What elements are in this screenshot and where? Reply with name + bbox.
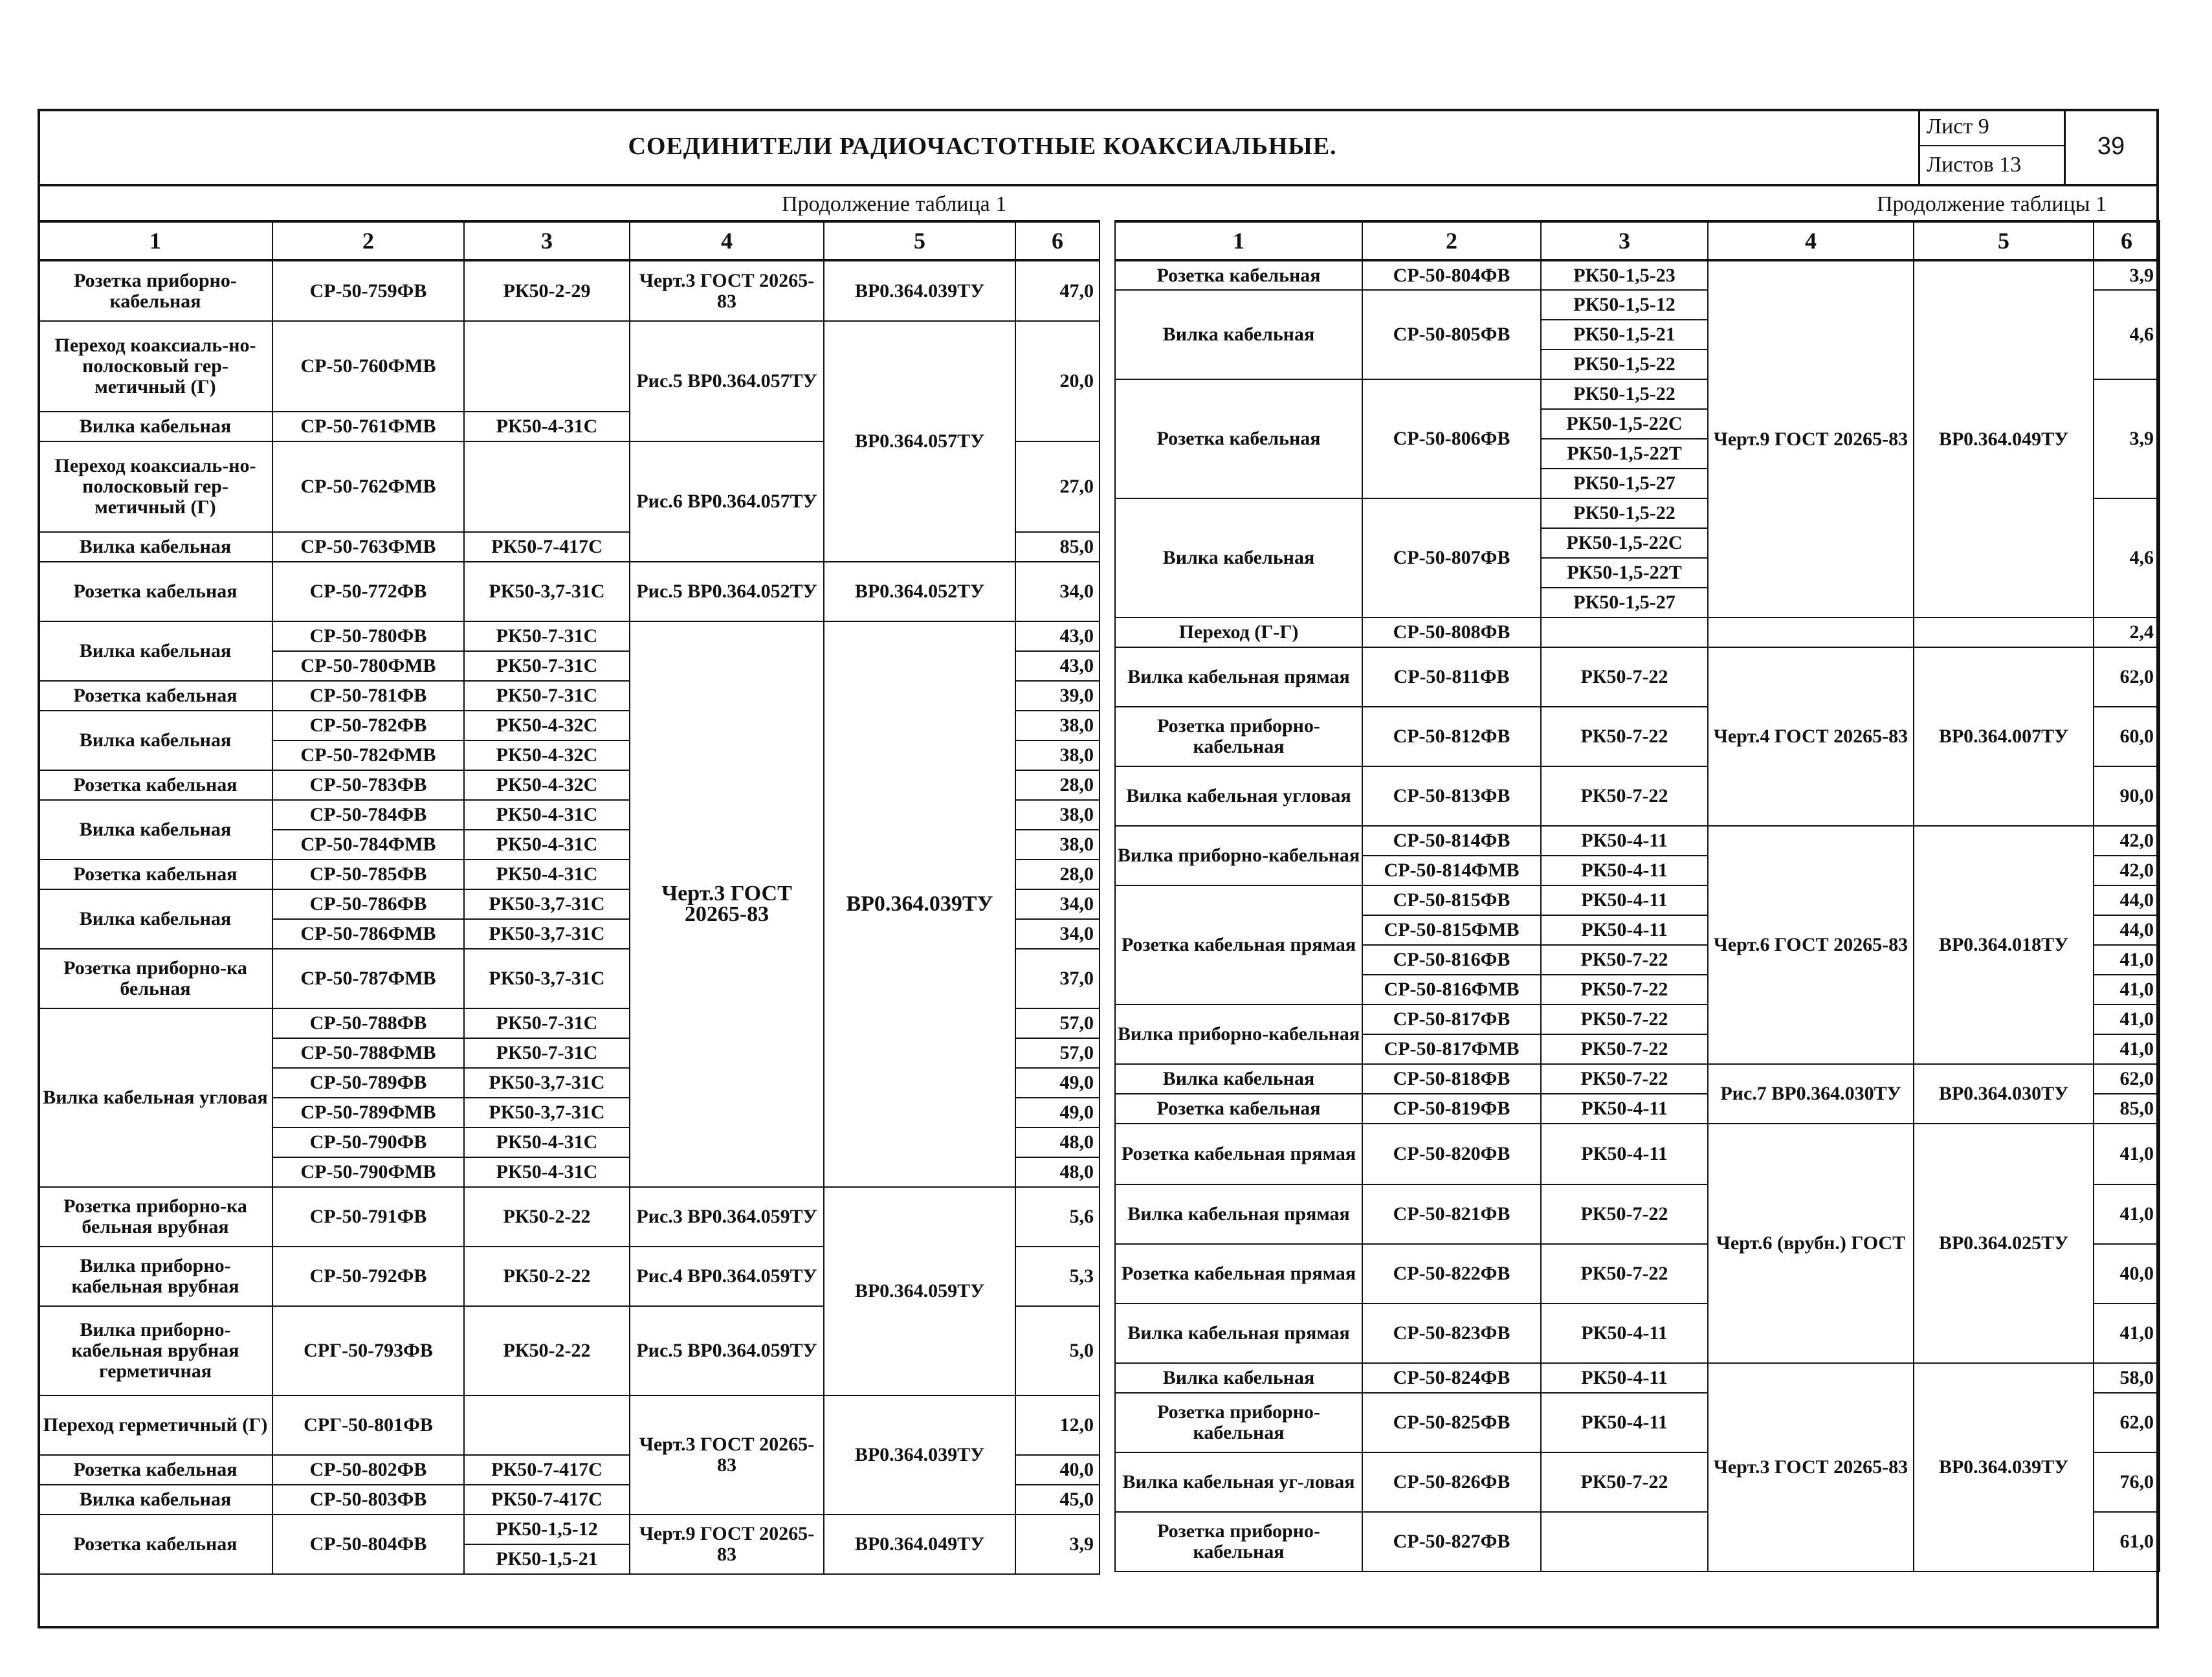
- mass-value: 76,0: [2094, 1452, 2160, 1512]
- mass-value: 38,0: [1015, 711, 1100, 740]
- drawing-ref: Рис.3 ВР0.364.059ТУ: [630, 1187, 824, 1247]
- product-name: Вилка кабельная: [38, 621, 272, 681]
- mass-value: 3,9: [2094, 379, 2160, 498]
- product-name: Вилка кабельная: [38, 711, 272, 770]
- sheet-info-box: [1918, 109, 2066, 184]
- mass-value: 44,0: [2094, 885, 2160, 915]
- designation: СР-50-772ФВ: [272, 562, 464, 621]
- cable-type: РК50-1,5-21: [464, 1544, 630, 1574]
- mass-value: 5,3: [1015, 1247, 1100, 1306]
- product-name: Вилка кабельная: [38, 532, 272, 562]
- mass-value: 5,0: [1015, 1306, 1100, 1395]
- drawing-ref: Черт.9 ГОСТ 20265-83: [630, 1515, 824, 1574]
- designation: СР-50-791ФВ: [272, 1187, 464, 1247]
- product-name: Переход (Г-Г): [1115, 617, 1362, 647]
- cable-type: РК50-3,7-31С: [464, 949, 630, 1008]
- product-name: Вилка кабельная угловая: [1115, 766, 1362, 826]
- spec-ref: ВР0.364.052ТУ: [824, 562, 1015, 621]
- mass-value: 2,4: [2094, 617, 2160, 647]
- table-row: [1115, 1064, 2160, 1094]
- cable-type: РК50-4-11: [1541, 1304, 1708, 1363]
- designation: СР-50-805ФВ: [1362, 290, 1541, 379]
- cable-type: РК50-7-31С: [464, 1008, 630, 1038]
- mass-value: 41,0: [2094, 1124, 2160, 1184]
- mass-value: 49,0: [1015, 1098, 1100, 1127]
- cable-type: РК50-7-22: [1541, 975, 1708, 1005]
- spec-ref: ВР0.364.030ТУ: [1914, 1064, 2094, 1124]
- mass-value: 38,0: [1015, 740, 1100, 770]
- product-name: Розетка кабельная: [1115, 1094, 1362, 1124]
- cable-type: РК50-2-22: [464, 1306, 630, 1395]
- product-name: Розетка кабельная: [38, 770, 272, 800]
- cable-type: РК50-4-31С: [464, 412, 630, 441]
- product-name: Вилка кабельная прямая: [1115, 1184, 1362, 1244]
- product-name: Вилка кабельная прямая: [1115, 647, 1362, 707]
- product-name: Вилка кабельная: [1115, 290, 1362, 379]
- drawing-ref: Черт.3 ГОСТ 20265-83: [630, 621, 824, 1187]
- designation: СР-50-825ФВ: [1362, 1393, 1541, 1452]
- drawing-ref: Черт.6 ГОСТ 20265-83: [1708, 826, 1914, 1064]
- cable-type: РК50-2-29: [464, 260, 630, 321]
- cable-type: РК50-4-11: [1541, 1124, 1708, 1184]
- cable-type: РК50-1,5-22Т: [1541, 558, 1708, 588]
- mass-value: 45,0: [1015, 1485, 1100, 1515]
- col-header: 5: [824, 221, 1015, 260]
- product-name: Вилка кабельная: [38, 800, 272, 860]
- cable-type: РК50-4-11: [1541, 1094, 1708, 1124]
- cable-type: РК50-1,5-22: [1541, 350, 1708, 379]
- product-name: Розетка кабельная прямая: [1115, 885, 1362, 1005]
- cable-type: РК50-7-22: [1541, 1005, 1708, 1034]
- cable-type: РК50-7-31С: [464, 651, 630, 681]
- mass-value: 48,0: [1015, 1157, 1100, 1187]
- product-name: Вилка приборно-кабельная врубная: [38, 1247, 272, 1306]
- product-name: Вилка кабельная: [38, 889, 272, 949]
- table-row: [38, 1395, 1100, 1455]
- designation: СР-50-786ФВ: [272, 889, 464, 919]
- designation: СР-50-816ФМВ: [1362, 975, 1541, 1005]
- cable-type: РК50-7-417С: [464, 1485, 630, 1515]
- designation: СР-50-817ФМВ: [1362, 1034, 1541, 1064]
- spec-ref: ВР0.364.059ТУ: [824, 1187, 1015, 1395]
- mass-value: 49,0: [1015, 1068, 1100, 1098]
- drawing-ref: Рис.5 ВР0.364.052ТУ: [630, 562, 824, 621]
- table-row: [1115, 647, 2160, 707]
- cable-type: РК50-3,7-31С: [464, 919, 630, 949]
- cable-type: РК50-7-31С: [464, 681, 630, 711]
- drawing-ref: Рис.5 ВР0.364.059ТУ: [630, 1306, 824, 1395]
- product-name: Вилка кабельная угловая: [38, 1008, 272, 1187]
- designation: СР-50-787ФМВ: [272, 949, 464, 1008]
- mass-value: 38,0: [1015, 830, 1100, 860]
- product-name: Переход герметичный (Г): [38, 1395, 272, 1455]
- designation: СР-50-780ФМВ: [272, 651, 464, 681]
- mass-value: 27,0: [1015, 441, 1100, 532]
- designation: СР-50-806ФВ: [1362, 379, 1541, 498]
- spec-ref: ВР0.364.007ТУ: [1914, 647, 2094, 826]
- drawing-ref: [1708, 617, 1914, 647]
- cable-type: РК50-1,5-22С: [1541, 528, 1708, 558]
- designation: СР-50-789ФВ: [272, 1068, 464, 1098]
- designation: СР-50-762ФМВ: [272, 441, 464, 532]
- mass-value: 28,0: [1015, 860, 1100, 889]
- cable-type: РК50-7-22: [1541, 707, 1708, 766]
- col-header: 4: [630, 221, 824, 260]
- designation: СР-50-814ФМВ: [1362, 856, 1541, 885]
- drawing-ref: Черт.3 ГОСТ 20265-83: [630, 260, 824, 321]
- col-header: 6: [1015, 221, 1100, 260]
- cable-type: РК50-4-11: [1541, 856, 1708, 885]
- cable-type: РК50-4-11: [1541, 1393, 1708, 1452]
- left-table: [38, 220, 1100, 1575]
- col-header: 2: [1362, 221, 1541, 260]
- mass-value: 90,0: [2094, 766, 2160, 826]
- table-row: [1115, 826, 2160, 856]
- cable-type: РК50-4-31С: [464, 830, 630, 860]
- continuation-label-left: Продолжение таблица 1: [782, 192, 1007, 216]
- product-name: Вилка приборно-кабельная: [1115, 826, 1362, 885]
- mass-value: 20,0: [1015, 321, 1100, 441]
- col-header: 6: [2094, 221, 2160, 260]
- designation: СР-50-804ФВ: [1362, 260, 1541, 290]
- cable-type: РК50-2-22: [464, 1187, 630, 1247]
- mass-value: 28,0: [1015, 770, 1100, 800]
- cable-type: РК50-7-22: [1541, 1034, 1708, 1064]
- designation: СР-50-785ФВ: [272, 860, 464, 889]
- designation: СР-50-813ФВ: [1362, 766, 1541, 826]
- page-title: СОЕДИНИТЕЛИ РАДИОЧАСТОТНЫЕ КОАКСИАЛЬНЫЕ.: [628, 133, 1337, 160]
- drawing-ref: Черт.4 ГОСТ 20265-83: [1708, 647, 1914, 826]
- designation: СР-50-822ФВ: [1362, 1244, 1541, 1304]
- drawing-ref: Рис.7 ВР0.364.030ТУ: [1708, 1064, 1914, 1124]
- cable-type: РК50-4-32С: [464, 711, 630, 740]
- mass-value: 41,0: [2094, 1304, 2160, 1363]
- spec-ref: ВР0.364.018ТУ: [1914, 826, 2094, 1064]
- cable-type: РК50-1,5-12: [1541, 290, 1708, 320]
- designation: СР-50-803ФВ: [272, 1485, 464, 1515]
- cable-type: РК50-7-31С: [464, 1038, 630, 1068]
- product-name: Розетка кабельная: [38, 1455, 272, 1485]
- product-name: Переход коаксиаль-но-полосковый гер-метичный (Г): [38, 321, 272, 412]
- cable-type: РК50-1,5-27: [1541, 588, 1708, 617]
- mass-value: 42,0: [2094, 826, 2160, 856]
- cable-type: РК50-1,5-23: [1541, 260, 1708, 290]
- mass-value: 61,0: [2094, 1512, 2160, 1571]
- cable-type: [1541, 1512, 1708, 1571]
- product-name: Розетка кабельная: [38, 860, 272, 889]
- table-row: [38, 621, 1100, 651]
- mass-value: 44,0: [2094, 915, 2160, 945]
- designation: СР-50-789ФМВ: [272, 1098, 464, 1127]
- mass-value: 85,0: [2094, 1094, 2160, 1124]
- cable-type: РК50-3,7-31С: [464, 889, 630, 919]
- product-name: Розетка приборно-кабельная: [1115, 1512, 1362, 1571]
- product-name: Вилка приборно-кабельная врубная герметичная: [38, 1306, 272, 1395]
- mass-value: 34,0: [1015, 562, 1100, 621]
- cable-type: РК50-4-31С: [464, 1127, 630, 1157]
- table-header-row: [1115, 221, 2160, 260]
- cable-type: РК50-7-22: [1541, 1244, 1708, 1304]
- cable-type: РК50-4-31С: [464, 800, 630, 830]
- spec-ref: ВР0.364.049ТУ: [824, 1515, 1015, 1574]
- product-name: Розетка кабельная прямая: [1115, 1124, 1362, 1184]
- right-table: [1114, 220, 2160, 1572]
- mass-value: 40,0: [1015, 1455, 1100, 1485]
- designation: СР-50-780ФВ: [272, 621, 464, 651]
- designation: СР-50-819ФВ: [1362, 1094, 1541, 1124]
- designation: СР-50-815ФВ: [1362, 885, 1541, 915]
- col-header: 5: [1914, 221, 2094, 260]
- product-name: Вилка кабельная: [1115, 498, 1362, 617]
- table-row: [38, 321, 1100, 412]
- cable-type: [1541, 617, 1708, 647]
- table-row: [38, 1187, 1100, 1247]
- table-row: [38, 562, 1100, 621]
- cable-type: РК50-7-22: [1541, 647, 1708, 707]
- designation: СР-50-812ФВ: [1362, 707, 1541, 766]
- designation: СР-50-818ФВ: [1362, 1064, 1541, 1094]
- cable-type: РК50-1,5-22Т: [1541, 439, 1708, 469]
- cable-type: РК50-4-32С: [464, 740, 630, 770]
- designation: СР-50-788ФМВ: [272, 1038, 464, 1068]
- product-name: Розетка кабельная: [1115, 379, 1362, 498]
- spec-ref: ВР0.364.039ТУ: [824, 260, 1015, 321]
- cable-type: РК50-7-22: [1541, 945, 1708, 975]
- table-row: [1115, 1124, 2160, 1184]
- mass-value: 41,0: [2094, 1005, 2160, 1034]
- cable-type: РК50-4-11: [1541, 1363, 1708, 1393]
- mass-value: 39,0: [1015, 681, 1100, 711]
- designation: СР-50-784ФВ: [272, 800, 464, 830]
- designation: СР-50-820ФВ: [1362, 1124, 1541, 1184]
- designation: СР-50-759ФВ: [272, 260, 464, 321]
- sheet-label: Лист 9: [1920, 109, 2064, 146]
- cable-type: РК50-3,7-31С: [464, 562, 630, 621]
- col-header: 1: [38, 221, 272, 260]
- product-name: Розетка приборно-ка бельная: [38, 949, 272, 1008]
- mass-value: 37,0: [1015, 949, 1100, 1008]
- table-row: [1115, 260, 2160, 290]
- cable-type: [464, 441, 630, 532]
- designation: СР-50-782ФМВ: [272, 740, 464, 770]
- product-name: Розетка кабельная прямая: [1115, 1244, 1362, 1304]
- mass-value: 60,0: [2094, 707, 2160, 766]
- product-name: Вилка кабельная: [38, 1485, 272, 1515]
- mass-value: 40,0: [2094, 1244, 2160, 1304]
- product-name: Розетка кабельная: [38, 681, 272, 711]
- designation: СР-50-826ФВ: [1362, 1452, 1541, 1512]
- product-name: Вилка кабельная уг-ловая: [1115, 1452, 1362, 1512]
- product-name: Переход коаксиаль-но-полосковый гер-метичный (Г): [38, 441, 272, 532]
- spec-ref: ВР0.364.039ТУ: [1914, 1363, 2094, 1571]
- cable-type: РК50-7-417С: [464, 1455, 630, 1485]
- col-header: 3: [1541, 221, 1708, 260]
- drawing-ref: Рис.5 ВР0.364.057ТУ: [630, 321, 824, 441]
- designation: СР-50-823ФВ: [1362, 1304, 1541, 1363]
- cable-type: РК50-1,5-12: [464, 1515, 630, 1544]
- cable-type: РК50-4-31С: [464, 1157, 630, 1187]
- mass-value: 41,0: [2094, 1184, 2160, 1244]
- drawing-ref: Черт.6 (врубн.) ГОСТ: [1708, 1124, 1914, 1363]
- cable-type: РК50-7-417С: [464, 532, 630, 562]
- drawing-ref: Черт.3 ГОСТ 20265-83: [630, 1395, 824, 1515]
- cable-type: РК50-2-22: [464, 1247, 630, 1306]
- cable-type: РК50-4-11: [1541, 885, 1708, 915]
- mass-value: 4,6: [2094, 498, 2160, 617]
- cable-type: [464, 321, 630, 412]
- designation: СР-50-784ФМВ: [272, 830, 464, 860]
- product-name: Розетка приборно-кабельная: [38, 260, 272, 321]
- mass-value: 41,0: [2094, 975, 2160, 1005]
- mass-value: 38,0: [1015, 800, 1100, 830]
- designation: СР-50-783ФВ: [272, 770, 464, 800]
- designation: СР-50-811ФВ: [1362, 647, 1541, 707]
- designation: СР-50-817ФВ: [1362, 1005, 1541, 1034]
- product-name: Вилка приборно-кабельная: [1115, 1005, 1362, 1064]
- mass-value: 62,0: [2094, 1393, 2160, 1452]
- designation: СР-50-792ФВ: [272, 1247, 464, 1306]
- mass-value: 41,0: [2094, 1034, 2160, 1064]
- product-name: Розетка кабельная: [38, 1515, 272, 1574]
- cable-type: РК50-3,7-31С: [464, 1068, 630, 1098]
- product-name: Розетка приборно-кабельная: [1115, 1393, 1362, 1452]
- col-header: 3: [464, 221, 630, 260]
- mass-value: 62,0: [2094, 647, 2160, 707]
- mass-value: 57,0: [1015, 1008, 1100, 1038]
- designation: СР-50-802ФВ: [272, 1455, 464, 1485]
- cable-type: РК50-4-31С: [464, 860, 630, 889]
- spec-ref: ВР0.364.039ТУ: [824, 621, 1015, 1187]
- table-row: [38, 260, 1100, 321]
- designation: СР-50-790ФВ: [272, 1127, 464, 1157]
- col-header: 2: [272, 221, 464, 260]
- cable-type: РК50-7-22: [1541, 1064, 1708, 1094]
- mass-value: 3,9: [2094, 260, 2160, 290]
- designation: СР-50-788ФВ: [272, 1008, 464, 1038]
- col-header: 4: [1708, 221, 1914, 260]
- product-name: Розетка приборно-кабельная: [1115, 707, 1362, 766]
- mass-value: 3,9: [1015, 1515, 1100, 1574]
- mass-value: 12,0: [1015, 1395, 1100, 1455]
- designation: СР-50-821ФВ: [1362, 1184, 1541, 1244]
- product-name: Розетка приборно-ка бельная врубная: [38, 1187, 272, 1247]
- drawing-ref: Рис.6 ВР0.364.057ТУ: [630, 441, 824, 562]
- table-row: [1115, 617, 2160, 647]
- cable-type: РК50-1,5-22: [1541, 498, 1708, 528]
- spec-ref: ВР0.364.057ТУ: [824, 321, 1015, 562]
- product-name: Розетка кабельная: [38, 562, 272, 621]
- designation: СР-50-804ФВ: [272, 1515, 464, 1574]
- mass-value: 34,0: [1015, 919, 1100, 949]
- designation: СР-50-761ФМВ: [272, 412, 464, 441]
- mass-value: 43,0: [1015, 651, 1100, 681]
- cable-type: РК50-7-22: [1541, 1452, 1708, 1512]
- mass-value: 41,0: [2094, 945, 2160, 975]
- cable-type: РК50-1,5-22: [1541, 379, 1708, 409]
- mass-value: 5,6: [1015, 1187, 1100, 1247]
- mass-value: 48,0: [1015, 1127, 1100, 1157]
- mass-value: 58,0: [2094, 1363, 2160, 1393]
- designation: СР-50-790ФМВ: [272, 1157, 464, 1187]
- drawing-ref: Рис.4 ВР0.364.059ТУ: [630, 1247, 824, 1306]
- table-row: [38, 1515, 1100, 1544]
- cable-type: РК50-7-22: [1541, 766, 1708, 826]
- drawing-ref: Черт.3 ГОСТ 20265-83: [1708, 1363, 1914, 1571]
- mass-value: 34,0: [1015, 889, 1100, 919]
- document-header: [38, 109, 2159, 186]
- designation: СР-50-827ФВ: [1362, 1512, 1541, 1571]
- designation: СР-50-760ФМВ: [272, 321, 464, 412]
- table-row: [1115, 1363, 2160, 1393]
- designation: СР-50-814ФВ: [1362, 826, 1541, 856]
- spec-ref: ВР0.364.049ТУ: [1914, 260, 2094, 617]
- product-name: Вилка кабельная: [38, 412, 272, 441]
- cable-type: РК50-1,5-22С: [1541, 409, 1708, 439]
- product-name: Розетка кабельная: [1115, 260, 1362, 290]
- cable-type: РК50-7-22: [1541, 1184, 1708, 1244]
- designation: СР-50-786ФМВ: [272, 919, 464, 949]
- cable-type: РК50-3,7-31С: [464, 1098, 630, 1127]
- mass-value: 85,0: [1015, 532, 1100, 562]
- mass-value: 47,0: [1015, 260, 1100, 321]
- designation: СРГ-50-801ФВ: [272, 1395, 464, 1455]
- spec-ref: ВР0.364.025ТУ: [1914, 1124, 2094, 1363]
- designation: СР-50-782ФВ: [272, 711, 464, 740]
- spec-ref: [1914, 617, 2094, 647]
- page-number: 39: [2097, 132, 2125, 160]
- cable-type: РК50-4-11: [1541, 915, 1708, 945]
- mass-value: 62,0: [2094, 1064, 2160, 1094]
- mass-value: 4,6: [2094, 290, 2160, 379]
- mass-value: 57,0: [1015, 1038, 1100, 1068]
- mass-value: 43,0: [1015, 621, 1100, 651]
- cable-type: РК50-4-32С: [464, 770, 630, 800]
- designation: СРГ-50-793ФВ: [272, 1306, 464, 1395]
- designation: СР-50-824ФВ: [1362, 1363, 1541, 1393]
- table-header-row: [38, 221, 1100, 260]
- cable-type: РК50-7-31С: [464, 621, 630, 651]
- cable-type: [464, 1395, 630, 1455]
- designation: СР-50-816ФВ: [1362, 945, 1541, 975]
- cable-type: РК50-1,5-21: [1541, 320, 1708, 350]
- spec-ref: ВР0.364.039ТУ: [824, 1395, 1015, 1515]
- designation: СР-50-808ФВ: [1362, 617, 1541, 647]
- product-name: Вилка кабельная: [1115, 1363, 1362, 1393]
- designation: СР-50-807ФВ: [1362, 498, 1541, 617]
- designation: СР-50-763ФМВ: [272, 532, 464, 562]
- continuation-label-right: Продолжение таблицы 1: [1877, 192, 2107, 216]
- cable-type: РК50-4-11: [1541, 826, 1708, 856]
- designation: СР-50-781ФВ: [272, 681, 464, 711]
- cable-type: РК50-1,5-27: [1541, 469, 1708, 498]
- col-header: 1: [1115, 221, 1362, 260]
- drawing-ref: Черт.9 ГОСТ 20265-83: [1708, 260, 1914, 617]
- designation: СР-50-815ФМВ: [1362, 915, 1541, 945]
- product-name: Вилка кабельная прямая: [1115, 1304, 1362, 1363]
- sheets-total-label: Листов 13: [1927, 153, 2022, 177]
- product-name: Вилка кабельная: [1115, 1064, 1362, 1094]
- mass-value: 42,0: [2094, 856, 2160, 885]
